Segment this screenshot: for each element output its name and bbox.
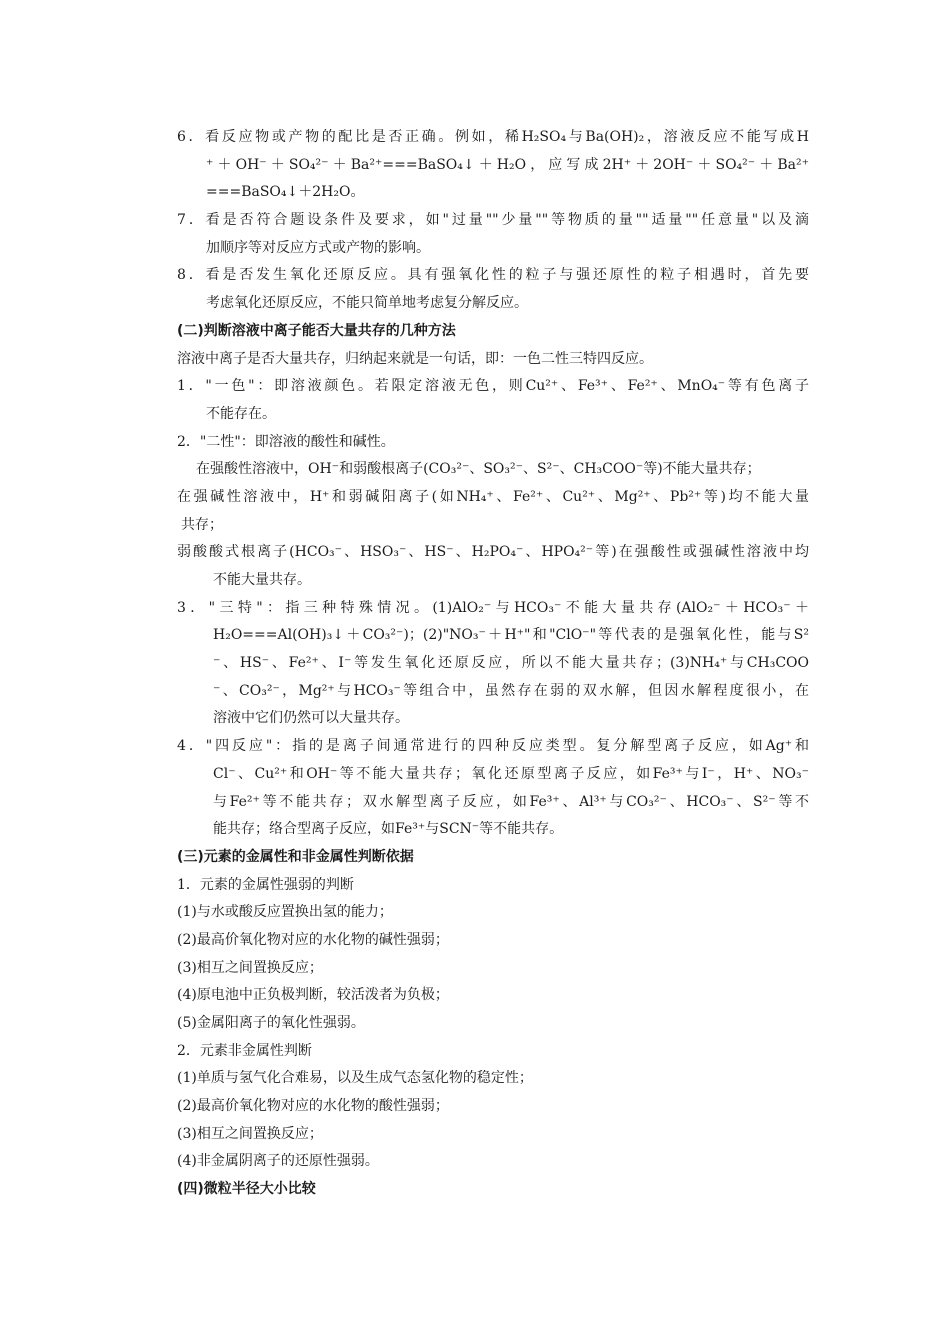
paragraph-line: 1．元素的金属性强弱的判断 [177, 876, 354, 893]
paragraph-line: ⁻、HS⁻、Fe²⁺、I⁻等发生氧化还原反应，所以不能大量共存；(3)NH₄⁺与CH₃COO [213, 655, 809, 672]
paragraph-line: 能共存；络合型离子反应，如Fe³⁺与SCN⁻等不能共存。 [213, 821, 564, 838]
paragraph-line: 加顺序等对反应方式或产物的影响。 [206, 239, 430, 256]
list-item: (3)相互之间置换反应； [177, 1125, 323, 1142]
paragraph-line: H₂O===Al(OH)₃↓＋CO₃²⁻)；(2)"NO₃⁻＋H⁺"和"ClO⁻"等代表的是强氧化性，能与S² [213, 627, 809, 644]
paragraph-line: Cl⁻、Cu²⁺和OH⁻等不能大量共存；氧化还原型离子反应，如Fe³⁺与I⁻，H⁺、NO₃⁻ [213, 765, 809, 782]
list-item: (1)单质与氢气化合难易，以及生成气态氢化物的稳定性； [177, 1070, 533, 1087]
section-heading: (三)元素的金属性和非金属性判断依据 [177, 848, 414, 865]
paragraph-line: ⁻、CO₃²⁻，Mg²⁺与HCO₃⁻等组合中，虽然存在弱的双水解，但因水解程度很小，在 [213, 682, 809, 699]
paragraph-line: 与Fe²⁺等不能共存；双水解型离子反应，如Fe³⁺、Al³⁺与CO₃²⁻、HCO₃⁻、S²⁻等不 [213, 793, 809, 810]
paragraph-line: 不能存在。 [206, 405, 276, 422]
document-page [177, 124, 809, 1204]
list-item: (5)金属阳离子的氧化性强弱。 [177, 1015, 365, 1031]
list-item: (1)与水或酸反应置换出氢的能力； [177, 904, 393, 921]
paragraph-line: 在强碱性溶液中，H⁺和弱碱阳离子(如NH₄⁺、Fe²⁺、Cu²⁺、Mg²⁺、Pb²⁺等)均不能大量 [177, 488, 809, 505]
paragraph-line: 不能大量共存。 [213, 572, 311, 588]
paragraph-line: 2．"二性"：即溶液的酸性和碱性。 [177, 433, 395, 450]
list-item: (2)最高价氧化物对应的水化物的酸性强弱； [177, 1098, 449, 1115]
paragraph-line: 考虑氧化还原反应，不能只简单地考虑复分解反应。 [206, 295, 528, 312]
paragraph-line: 溶液中它们仍然可以大量共存。 [213, 710, 409, 727]
list-item: (2)最高价氧化物对应的水化物的碱性强弱； [177, 931, 449, 948]
paragraph-line: 3．"三特"：指三种特殊情况。(1)AlO₂⁻与HCO₃⁻不能大量共存(AlO₂⁻＋HCO₃⁻＋ [177, 599, 809, 616]
section-heading: (四)微粒半径大小比较 [177, 1181, 316, 1198]
paragraph-line: 7．看是否符合题设条件及要求，如"过量""少量""等物质的量""适量""任意量"以及滴 [177, 212, 809, 229]
paragraph-line: ⁺＋OH⁻＋SO₄²⁻＋Ba²⁺===BaSO₄↓＋H₂O，应写成2H⁺＋2OH⁻＋SO₄²⁻＋Ba²⁺ [206, 156, 809, 173]
paragraph-line: 弱酸酸式根离子(HCO₃⁻、HSO₃⁻、HS⁻、H₂PO₄⁻、HPO₄²⁻等)在强酸性或强碱性溶液中均 [177, 544, 809, 561]
list-item: (3)相互之间置换反应； [177, 959, 323, 976]
list-item: (4)非金属阴离子的还原性强弱。 [177, 1153, 379, 1170]
paragraph-line: 8．看是否发生氧化还原反应。具有强氧化性的粒子与强还原性的粒子相遇时，首先要 [177, 267, 809, 284]
paragraph-line: 在强酸性溶液中，OH⁻和弱酸根离子(CO₃²⁻、SO₃²⁻、S²⁻、CH₃COO⁻等)不能大量共存； [196, 461, 761, 478]
paragraph-line: 6．看反应物或产物的配比是否正确。例如，稀H₂SO₄与Ba(OH)₂，溶液反应不能写成H [177, 129, 809, 145]
list-item: (4)原电池中正负极判断，较活泼者为负极； [177, 987, 449, 1004]
paragraph-line: 溶液中离子是否大量共存，归纳起来就是一句话，即：一色二性三特四反应。 [177, 350, 653, 367]
paragraph-line: 4．"四反应"：指的是离子间通常进行的四种反应类型。复分解型离子反应，如Ag⁺和 [177, 738, 809, 755]
paragraph-line: 1．"一色"：即溶液颜色。若限定溶液无色，则Cu²⁺、Fe³⁺、Fe²⁺、MnO₄⁻等有色离子 [177, 378, 809, 395]
paragraph-line: ===BaSO₄↓＋2H₂O。 [206, 184, 365, 201]
paragraph-line: 共存； [181, 516, 223, 533]
paragraph-line: 2．元素非金属性判断 [177, 1042, 312, 1059]
section-heading: (二)判断溶液中离子能否大量共存的几种方法 [177, 322, 456, 339]
